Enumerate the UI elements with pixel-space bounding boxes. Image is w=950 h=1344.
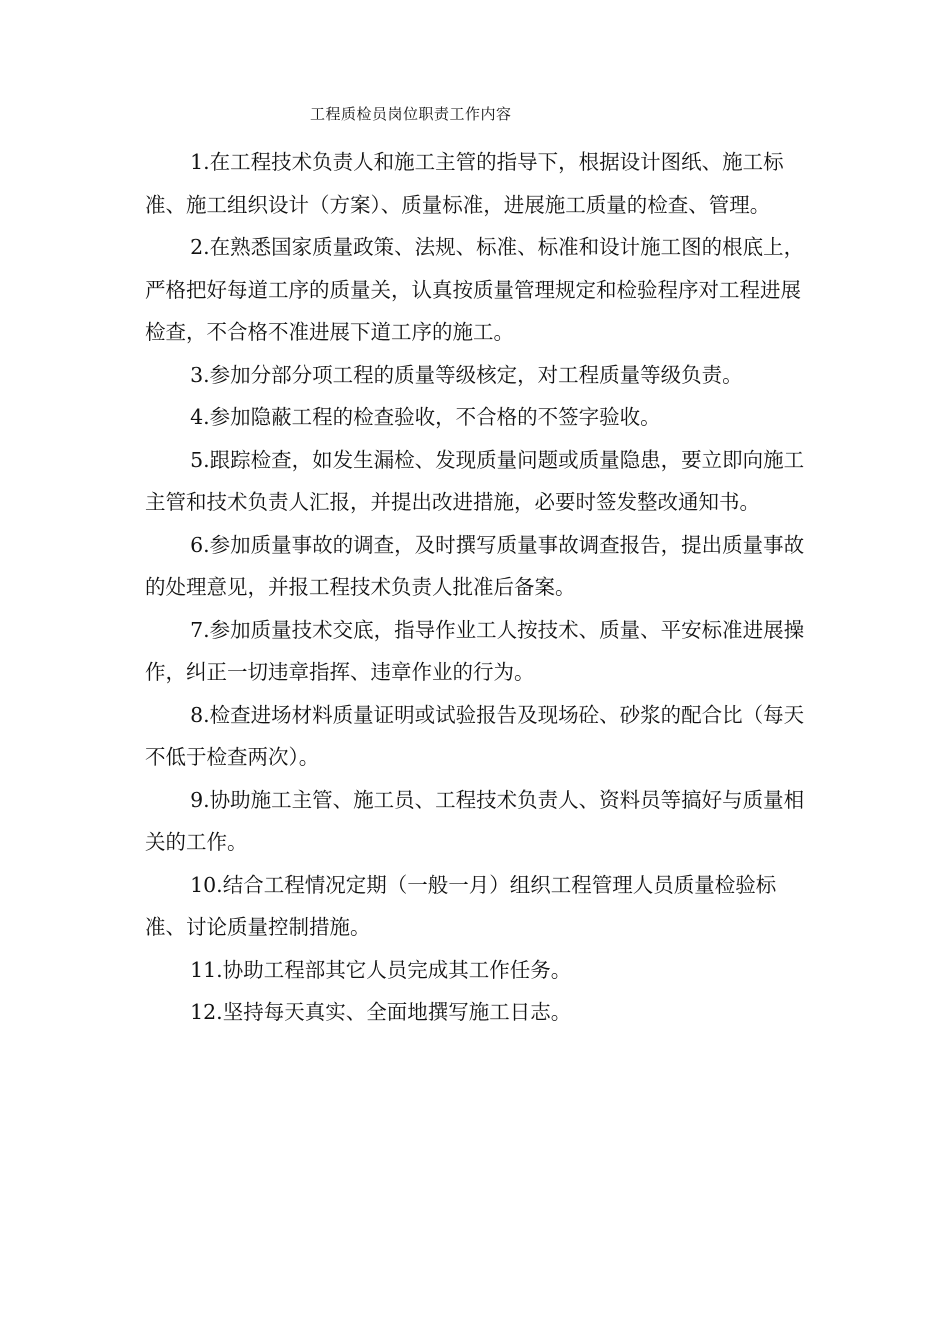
document-body <box>145 141 815 1034</box>
duty-item-4: 4.参加隐蔽工程的检查验收，不合格的不签字验收。 <box>190 405 661 429</box>
duty-item-12: 12.坚持每天真实、全面地撰写施工日志。 <box>190 1000 572 1024</box>
duty-item-9: 9.协助施工主管、施工员、工程技术负责人、资料员等搞好与质量相关的工作。 <box>145 787 805 854</box>
duty-item-8: 8.检查进场材料质量证明或试验报告及现场砼、砂浆的配合比（每天不低于检查两次）。 <box>145 702 805 769</box>
duty-item-11: 11.协助工程部其它人员完成其工作任务。 <box>190 957 572 982</box>
duty-item-5: 5.跟踪检查，如发生漏检、发现质量问题或质量隐患，要立即向施工主管和技术负责人汇报，并提出改进措施，必要时签发整改通知书。 <box>145 447 805 514</box>
duty-item-10: 10.结合工程情况定期（一般一月）组织工程管理人员质量检验标准、讨论质量控制措施。 <box>145 872 777 939</box>
duty-item-6: 6.参加质量事故的调查，及时撰写质量事故调查报告，提出质量事故的处理意见，并报工程技术负责人批准后备案。 <box>145 532 805 599</box>
duty-item-1: 1.在工程技术负责人和施工主管的指导下，根据设计图纸、施工标准、施工组织设计（方案）、质量标准，进展施工质量的检查、管理。 <box>145 150 784 217</box>
duty-item-7: 7.参加质量技术交底，指导作业工人按技术、质量、平安标准进展操作，纠正一切违章指挥、违章作业的行为。 <box>145 617 805 684</box>
document-title: 工程质检员岗位职责工作内容 <box>310 105 512 123</box>
duty-item-3: 3.参加分部分项工程的质量等级核定，对工程质量等级负责。 <box>190 362 743 387</box>
duty-item-2: 2.在熟悉国家质量政策、法规、标准、标准和设计施工图的根底上，严格把好每道工序的质量关，认真按质量管理规定和检验程序对工程进展检查，不合格不准进展下道工序的施工。 <box>145 235 805 344</box>
